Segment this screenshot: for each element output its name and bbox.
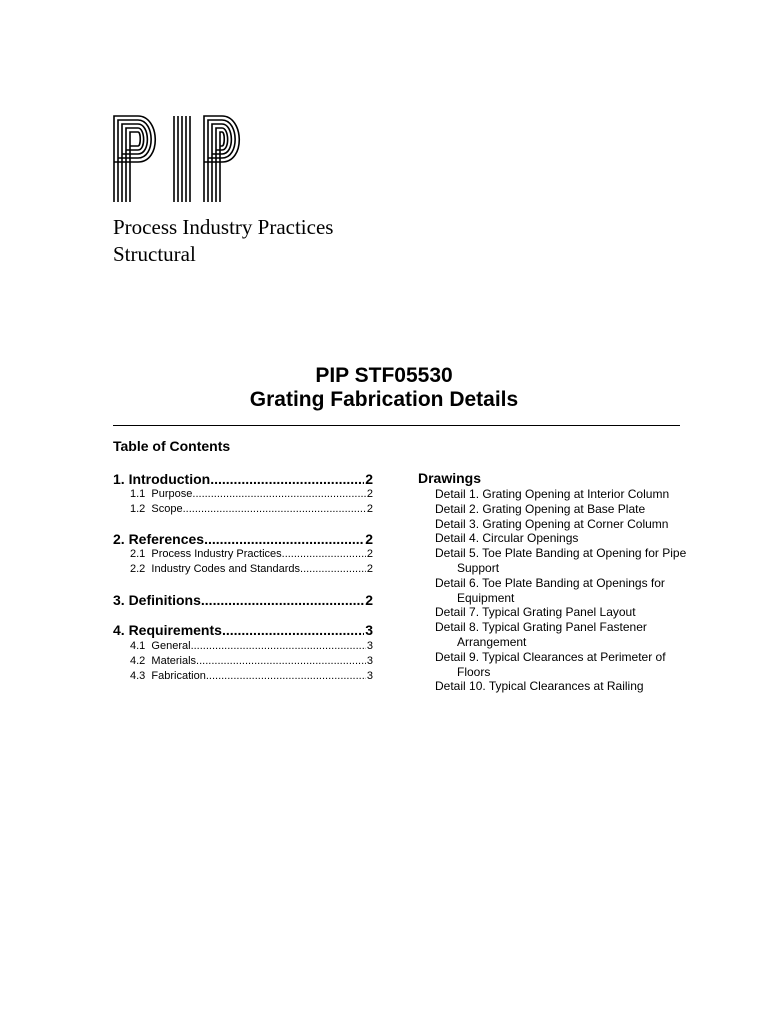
toc-sub-page: 3 bbox=[366, 670, 373, 682]
toc-subsection[interactable] bbox=[130, 547, 373, 562]
toc-leader bbox=[282, 547, 366, 562]
drawing-item[interactable]: Detail 3. Grating Opening at Corner Column bbox=[435, 516, 669, 531]
toc-leader bbox=[300, 562, 366, 577]
toc-leader bbox=[192, 487, 365, 502]
toc-sub-num: 1.2 bbox=[130, 503, 146, 515]
toc-sub-page: 3 bbox=[366, 640, 373, 652]
drawing-item[interactable]: Detail 2. Grating Opening at Base Plate bbox=[435, 501, 646, 516]
toc-subsection[interactable] bbox=[130, 669, 373, 684]
toc-section-label: 4. Requirements bbox=[113, 622, 222, 638]
toc-leader bbox=[196, 654, 366, 669]
toc-sub-page: 2 bbox=[366, 488, 373, 500]
toc-leader bbox=[206, 669, 366, 684]
toc-sub-label: Industry Codes and Standards bbox=[151, 563, 301, 575]
toc-section-page: 2 bbox=[365, 471, 373, 487]
toc-subsection[interactable] bbox=[130, 562, 373, 577]
toc-subsection[interactable] bbox=[130, 502, 373, 517]
toc-section-page: 3 bbox=[365, 622, 373, 638]
toc-leader bbox=[191, 639, 366, 654]
toc-leader bbox=[210, 470, 364, 488]
toc-sub-page: 2 bbox=[366, 503, 373, 515]
drawing-item[interactable]: Detail 8. Typical Grating Panel Fastener Arrangement bbox=[435, 620, 647, 649]
toc-section-page: 2 bbox=[365, 592, 373, 608]
document-number: PIP STF05530 bbox=[315, 364, 453, 387]
toc-sub-label: Materials bbox=[151, 655, 197, 667]
document-title: Grating Fabrication Details bbox=[249, 388, 519, 411]
title-divider bbox=[113, 425, 680, 426]
toc-sub-page: 2 bbox=[366, 548, 373, 560]
drawings-list bbox=[435, 487, 695, 694]
org-division: Structural bbox=[113, 242, 196, 266]
toc-subsection[interactable] bbox=[130, 639, 373, 654]
drawing-item[interactable]: Detail 9. Typical Clearances at Perimeter of Floors bbox=[435, 649, 666, 679]
toc-sub-label: Process Industry Practices bbox=[151, 548, 282, 560]
toc-heading: Table of Contents bbox=[113, 438, 231, 454]
toc-sub-label: Fabrication bbox=[151, 670, 206, 682]
toc-sub-page: 2 bbox=[366, 563, 373, 575]
toc-section-label: 3. Definitions bbox=[113, 592, 201, 608]
drawing-item[interactable]: Detail 10. Typical Clearances at Railing bbox=[435, 679, 644, 694]
toc-sub-num: 1.1 bbox=[130, 488, 146, 500]
toc-section[interactable] bbox=[113, 530, 373, 548]
toc-sub-page: 3 bbox=[366, 655, 373, 667]
drawings-heading: Drawings bbox=[418, 470, 482, 486]
toc-leader bbox=[204, 530, 364, 548]
toc-leader bbox=[183, 502, 366, 517]
toc-subsection[interactable] bbox=[130, 654, 373, 669]
drawing-item[interactable]: Detail 7. Typical Grating Panel Layout bbox=[435, 605, 636, 620]
toc-leader bbox=[222, 621, 364, 639]
toc-sub-num: 4.1 bbox=[130, 640, 146, 652]
org-name: Process Industry Practices bbox=[113, 215, 334, 239]
toc-sub-label: General bbox=[151, 640, 191, 652]
drawing-item[interactable]: Detail 5. Toe Plate Banding at Opening for Pipe Support bbox=[435, 546, 687, 575]
toc-sub-label: Scope bbox=[151, 503, 183, 515]
toc-section[interactable] bbox=[113, 591, 373, 609]
drawing-item[interactable]: Detail 6. Toe Plate Banding at Openings for Equipment bbox=[435, 575, 665, 605]
toc-subsection[interactable] bbox=[130, 487, 373, 502]
drawing-item[interactable]: Detail 1. Grating Opening at Interior Column bbox=[435, 487, 670, 501]
toc-sub-num: 4.2 bbox=[130, 655, 146, 667]
drawing-item[interactable]: Detail 4. Circular Openings bbox=[435, 531, 579, 546]
toc-section[interactable] bbox=[113, 621, 373, 639]
toc-sub-num: 2.1 bbox=[130, 548, 146, 560]
toc-section[interactable] bbox=[113, 470, 373, 488]
toc-section-label: 1. Introduction bbox=[113, 471, 211, 487]
toc-sub-num: 4.3 bbox=[130, 670, 146, 682]
toc-sub-num: 2.2 bbox=[130, 563, 146, 575]
pip-logo bbox=[112, 112, 244, 204]
toc-section-page: 2 bbox=[365, 531, 373, 547]
toc-sub-label: Purpose bbox=[151, 488, 193, 500]
toc-section-label: 2. References bbox=[113, 531, 205, 547]
toc-leader bbox=[201, 591, 364, 609]
